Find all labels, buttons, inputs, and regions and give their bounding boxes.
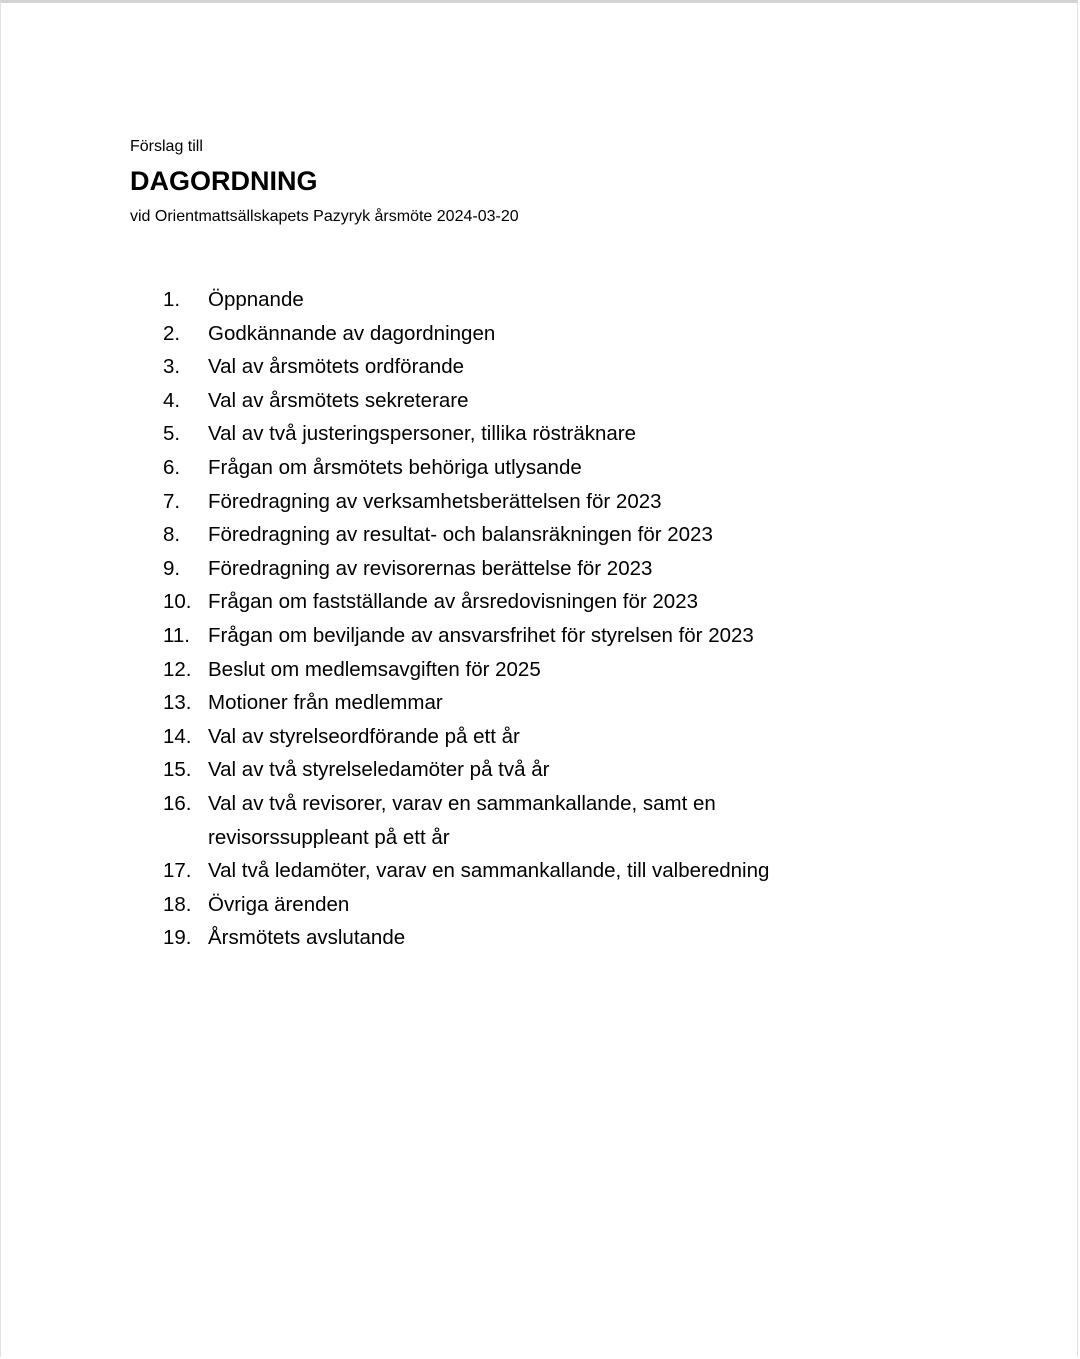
agenda-item <box>1 350 1080 384</box>
document-title: DAGORDNING <box>130 166 318 196</box>
agenda-item-text: Årsmötets avslutande <box>208 926 406 950</box>
agenda-item <box>1 686 1080 720</box>
agenda-item-text: Övriga ärenden <box>208 892 350 916</box>
agenda-item <box>1 720 1080 754</box>
agenda-item-number: 12. <box>163 657 192 681</box>
agenda-item <box>1 854 1080 888</box>
agenda-item <box>1 384 1080 418</box>
agenda-item-number: 7. <box>163 489 181 513</box>
agenda-item-number: 17. <box>163 859 192 883</box>
agenda-item-text: Val av årsmötets sekreterare <box>208 388 469 412</box>
agenda-item <box>1 921 1080 955</box>
agenda-item-number: 15. <box>163 758 192 782</box>
agenda-item <box>1 552 1080 586</box>
agenda-item-number: 18. <box>163 892 192 916</box>
agenda-item-text: Frågan om årsmötets behöriga utlysande <box>208 455 582 479</box>
agenda-item-number: 19. <box>163 926 192 950</box>
agenda-item-text: Öppnande <box>208 288 304 311</box>
agenda-item <box>1 451 1080 485</box>
agenda-item <box>1 417 1080 451</box>
agenda-list <box>1 283 1080 955</box>
agenda-item-number: 10. <box>163 590 192 614</box>
agenda-item-text: Föredragning av resultat- och balansräkningen för 2023 <box>208 523 713 547</box>
agenda-item-number: 11. <box>163 623 190 647</box>
agenda-item-text: Frågan om beviljande av ansvarsfrihet för styrelsen för 2023 <box>208 623 754 647</box>
agenda-item-text: Motioner från medlemmar <box>208 691 443 715</box>
agenda-item <box>1 518 1080 552</box>
agenda-item-text: Val av två justeringspersoner, tillika rösträknare <box>208 422 637 446</box>
agenda-item <box>1 619 1080 653</box>
agenda-item-text: Föredragning av revisorernas berättelse för 2023 <box>208 556 653 580</box>
agenda-item <box>1 283 1080 317</box>
agenda-item-text: Föredragning av verksamhetsberättelsen för 2023 <box>208 489 662 513</box>
agenda-item-number: 1. <box>163 288 181 311</box>
agenda-item-text: Beslut om medlemsavgiften för 2025 <box>208 657 541 681</box>
agenda-item-number: 2. <box>163 321 181 345</box>
agenda-item-number: 9. <box>163 556 181 580</box>
agenda-item-text: Frågan om fastställande av årsredovisningen för 2023 <box>208 590 699 614</box>
agenda-item-number: 16. <box>163 791 192 815</box>
agenda-item <box>1 787 1080 854</box>
agenda-item-number: 8. <box>163 523 181 547</box>
agenda-item <box>1 317 1080 351</box>
pre-title: Förslag till <box>130 138 203 155</box>
agenda-item-text: Val av styrelseordförande på ett år <box>208 724 520 748</box>
agenda-item-text: Godkännande av dagordningen <box>208 321 496 345</box>
agenda-item <box>1 653 1080 687</box>
agenda-item-text: Val av årsmötets ordförande <box>208 355 464 379</box>
agenda-item <box>1 888 1080 922</box>
agenda-item-number: 4. <box>163 388 181 412</box>
agenda-item <box>1 753 1080 787</box>
agenda-item-text: Val av två styrelseledamöter på två år <box>208 758 550 782</box>
agenda-item-number: 14. <box>163 724 192 748</box>
agenda-item-number: 6. <box>163 455 181 479</box>
agenda-item <box>1 585 1080 619</box>
agenda-item-number: 13. <box>163 691 192 715</box>
document-subtitle: vid Orientmattsällskapets Pazyryk årsmöte 2024-03-20 <box>130 208 519 225</box>
agenda-item-number: 5. <box>163 422 181 446</box>
agenda-item-text: Val av två revisorer, varav en sammankallande, samt en revisorssuppleant på ett år <box>208 791 716 849</box>
agenda-item-number: 3. <box>163 355 181 379</box>
agenda-item <box>1 485 1080 519</box>
agenda-item-text: Val två ledamöter, varav en sammankallande, till valberedning <box>208 859 770 883</box>
